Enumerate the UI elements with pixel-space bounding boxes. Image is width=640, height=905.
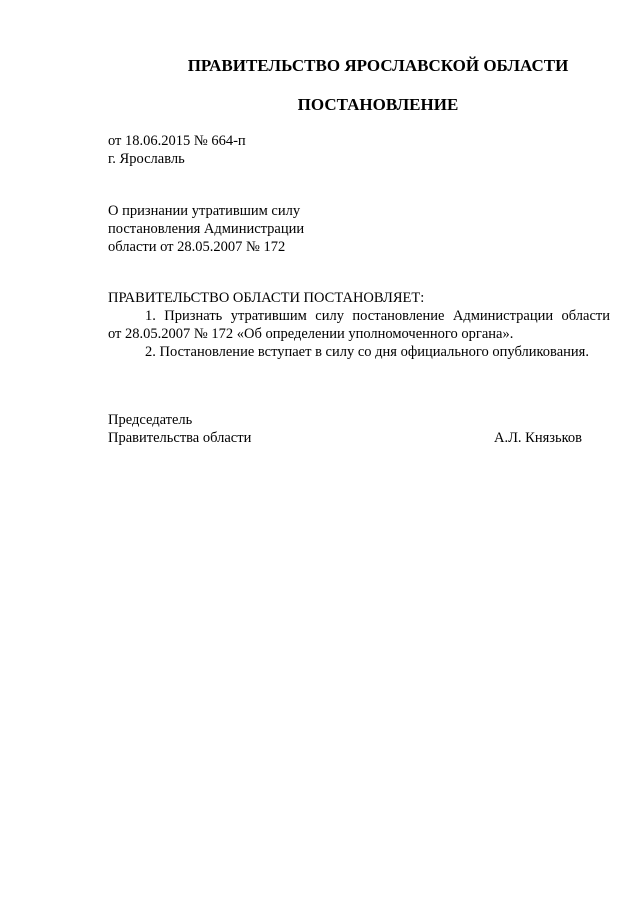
signer-name: А.Л. Князьков xyxy=(494,430,583,446)
city: г. Ярославль xyxy=(108,151,185,167)
item-2: 2. Постановление вступает в силу со дня официального опубликования. xyxy=(145,344,589,360)
document-type-title: ПОСТАНОВЛЕНИЕ xyxy=(297,95,459,114)
resolves-heading: ПРАВИТЕЛЬСТВО ОБЛАСТИ ПОСТАНОВЛЯЕТ: xyxy=(108,290,425,306)
subject-line-1: О признании утратившим силу xyxy=(108,203,301,219)
date-number: от 18.06.2015 № 664-п xyxy=(108,133,246,149)
subject-line-2: постановления Администрации xyxy=(108,221,305,237)
subject-line-3: области от 28.05.2007 № 172 xyxy=(108,239,286,255)
item-1-line-2: от 28.05.2007 № 172 «Об определении уполномоченного органа». xyxy=(108,326,514,342)
signer-title-line-1: Председатель xyxy=(108,412,193,428)
government-title: ПРАВИТЕЛЬСТВО ЯРОСЛАВСКОЙ ОБЛАСТИ xyxy=(187,56,569,75)
item-1-line-1: 1. Признать утратившим силу постановление Администрации области xyxy=(145,308,610,324)
signer-title-line-2: Правительства области xyxy=(108,430,252,446)
